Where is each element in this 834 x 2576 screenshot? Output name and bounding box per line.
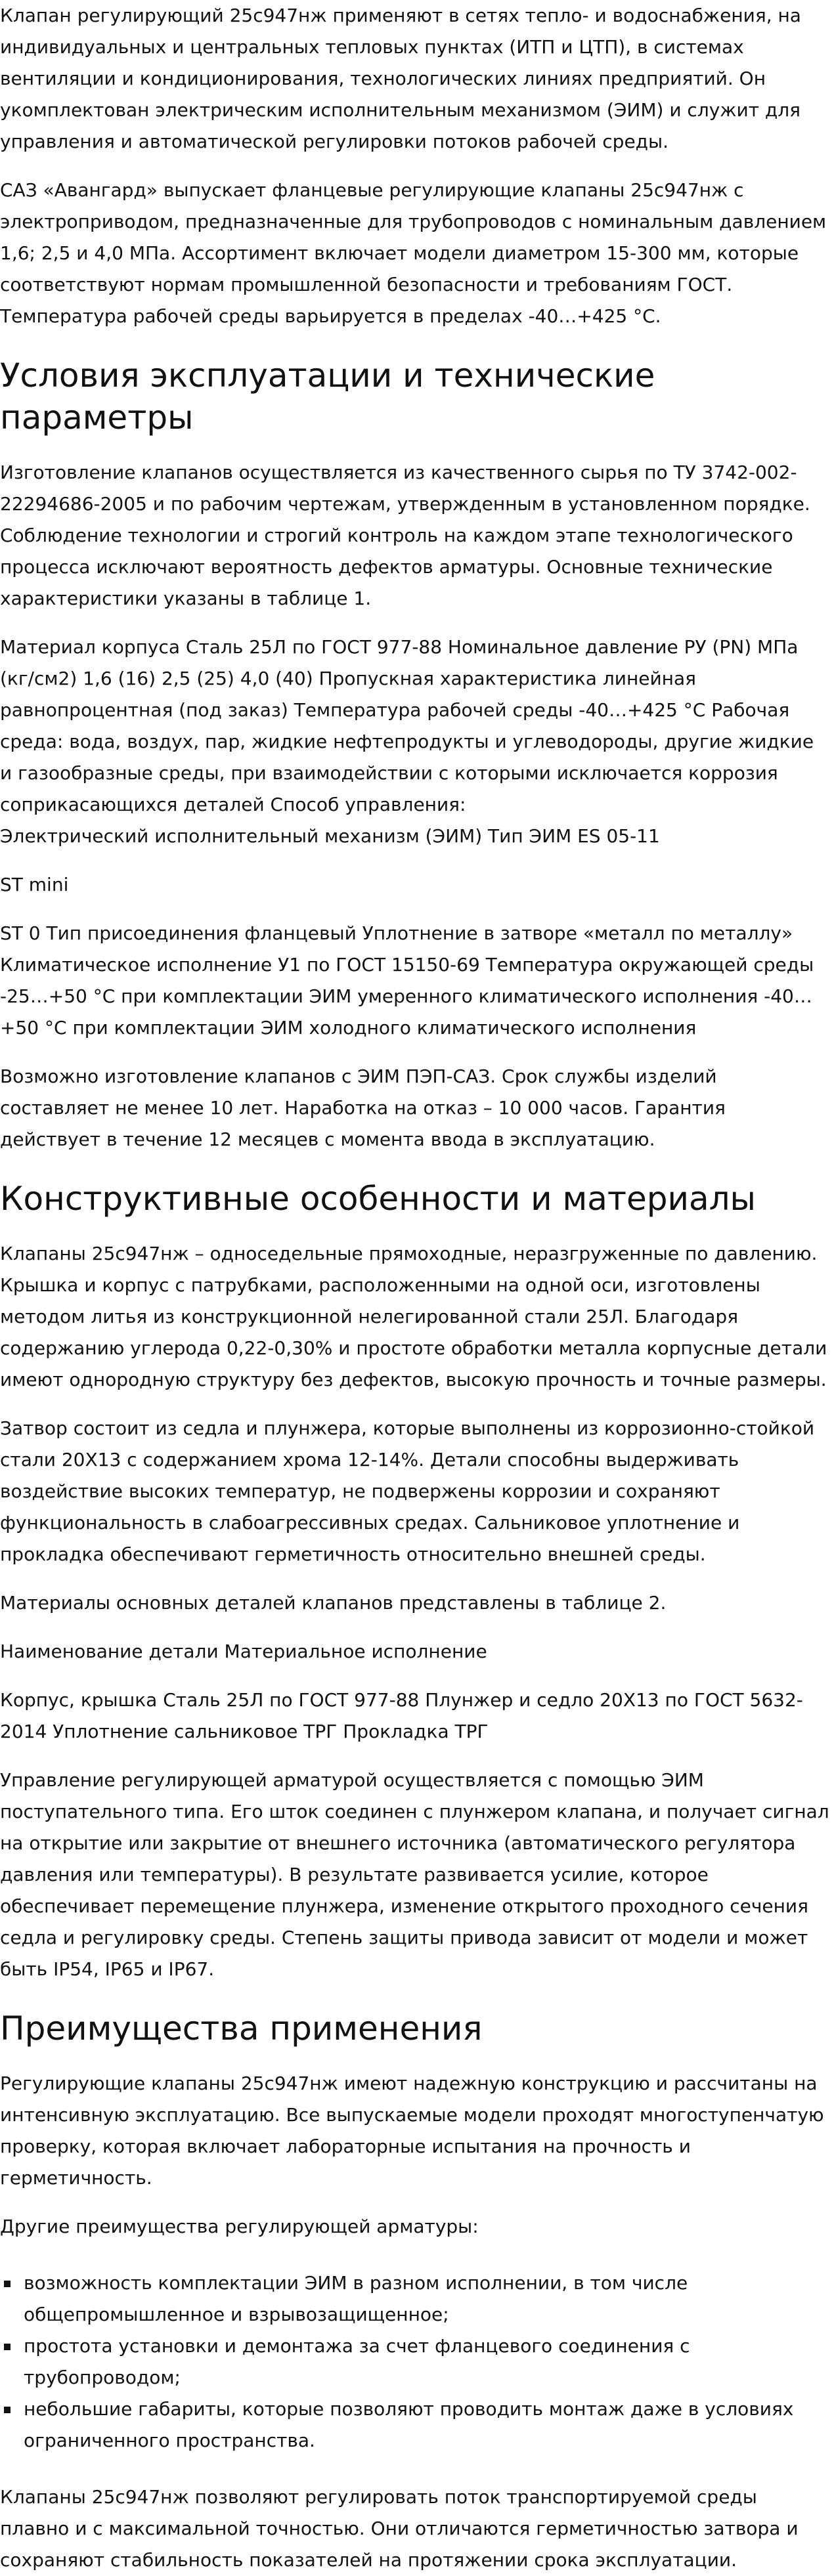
section-heading-advantages: Преимущества применения bbox=[0, 2009, 483, 2048]
materials-table-rows: Корпус, крышка Сталь 25Л по ГОСТ 977-88 Плунжер и седло 20Х13 по ГОСТ 5632-2014 Уплотнение сальниковое ТРГ Прокладка ТРГ bbox=[0, 1689, 803, 1742]
materials-table-header: Наименование детали Материальное исполнение bbox=[0, 1641, 487, 1662]
specs-table-continued: ST 0 Тип присоединения фланцевый Уплотнение в затворе «металл по металлу» Климатическое исполнение У1 по ГОСТ 15150-69 Температура окружающей среды -25…+50 °С при комплектации ЭИМ умеренного климатического исполнения -40…+50 °С при комплектации ЭИМ холодного климатического исполнения bbox=[0, 922, 814, 1039]
section-heading-conditions: Условия эксплуатации и технические параметры bbox=[0, 356, 655, 437]
list-item: небольшие габариты, которые позволяют проводить монтаж даже в условиях ограниченного пространства. bbox=[0, 2394, 830, 2457]
specs-actuator-option: ST mini bbox=[0, 874, 69, 895]
spacer bbox=[0, 2474, 830, 2481]
specs-line-2: Электрический исполнительный механизм (ЭИМ) Тип ЭИМ ES 05-11 bbox=[0, 825, 660, 847]
list-item: возможность комплектации ЭИМ в разном исполнении, в том числе общепромышленное и взрывозащищенное; bbox=[0, 2267, 830, 2330]
service-life-paragraph: Возможно изготовление клапанов с ЭИМ ПЭП-САЗ. Срок службы изделий составляет не менее 10 лет. Наработка на отказ – 10 000 часов. Гарантия действует в течение 12 месяцев с момента ввода в эксплуатацию. bbox=[0, 1065, 726, 1150]
conclusion-paragraph: Клапаны 25с947нж позволяют регулировать поток транспортируемой среды плавно и с максимальной точностью. Они отличаются герметичностью затвора и сохраняют стабильность показателей на протяжении срока эксплуатации. bbox=[0, 2486, 799, 2571]
section-heading-design: Конструктивные особенности и материалы bbox=[0, 1180, 757, 1218]
design-paragraph-2: Затвор состоит из седла и плунжера, которые выполнены из коррозионно-стойкой стали 20Х13 с содержанием хрома 12-14%. Детали способны выдерживать воздействие высоких температур, не подвержены коррозии и сохраняют функциональность в слабоагрессивных средах. Сальниковое уплотнение и прокладка обеспечивают герметичность относительно внешней среды. bbox=[0, 1417, 815, 1565]
spacer bbox=[0, 2260, 830, 2267]
actuator-paragraph: Управление регулирующей арматурой осуществляется с помощью ЭИМ поступательного типа. Его шток соединен с плунжером клапана, и получает сигнал на открытие или закрытие от внешнего источника (автоматического регулятора давления или температуры). В результате развивается усилие, которое обеспечивает перемещение плунжера, изменение открытого проходного сечения седла и регулировку среды. Степень защиты привода зависит от модели и может быть IP54, IP65 и IP67. bbox=[0, 1769, 829, 1980]
intro-paragraph-1: Клапан регулирующий 25с947нж применяют в сетях тепло- и водоснабжения, на индивидуальных и центральных тепловых пунктах (ИТП и ЦТП), в системах вентиляции и кондиционирования, технологических линиях предприятий. Он укомплектован электрическим исполнительным механизмом (ЭИМ) и служит для управления и автоматической регулировки потоков рабочей среды. bbox=[0, 5, 801, 152]
advantages-list bbox=[0, 2267, 830, 2457]
intro-paragraph-2: САЗ «Авангард» выпускает фланцевые регулирующие клапаны 25с947нж с электроприводом, предназначенные для трубопроводов с номинальным давлением 1,6; 2,5 и 4,0 МПа. Ассортимент включает модели диаметром 15-300 мм, которые соответствуют нормам промышленной безопасности и требованиям ГОСТ. Температура рабочей среды варьируется в пределах -40…+425 °С. bbox=[0, 179, 827, 327]
list-item: простота установки и демонтажа за счет фланцевого соединения с трубопроводом; bbox=[0, 2330, 830, 2394]
design-paragraph-1: Клапаны 25с947нж – односедельные прямоходные, неразгруженные по давлению. Крышка и корпус с патрубками, расположенными на одной оси, изготовлены методом литья из конструкционной нелегированной стали 25Л. Благодаря содержанию углерода 0,22-0,30% и простоте обработки металла корпусные детали имеют однородную структуру без дефектов, высокую прочность и точные размеры. bbox=[0, 1243, 827, 1390]
conditions-paragraph: Изготовление клапанов осуществляется из качественного сырья по ТУ 3742-002-22294686-2005 и по рабочим чертежам, утвержденным в установленном порядке. Соблюдение технологии и строгий контроль на каждом этапе технологического процесса исключают вероятность дефектов арматуры. Основные технические характеристики указаны в таблице 1. bbox=[0, 462, 810, 609]
advantages-paragraph-2: Другие преимущества регулирующей арматуры: bbox=[0, 2216, 479, 2237]
materials-intro: Материалы основных деталей клапанов представлены в таблице 2. bbox=[0, 1592, 667, 1614]
specs-line-1: Материал корпуса Сталь 25Л по ГОСТ 977-88 Номинальное давление РУ (PN) МПа (кг/см2) 1,6 (16) 2,5 (25) 4,0 (40) Пропускная характеристика линейная равнопроцентная (под заказ) Температура рабочей среды -40…+425 °С Рабочая среда: вода, воздух, пар, жидкие нефтепродукты и углеводороды, другие жидкие и газообразные среды, при взаимодействии с которыми исключается коррозия соприкасающихся деталей Способ управления: bbox=[0, 636, 814, 815]
specs-table-text bbox=[0, 632, 830, 852]
advantages-paragraph-1: Регулирующие клапаны 25с947нж имеют надежную конструкцию и рассчитаны на интенсивную эксплуатацию. Все выпускаемые модели проходят многоступенчатую проверку, которая включает лабораторные испытания на прочность и герметичность. bbox=[0, 2072, 824, 2189]
